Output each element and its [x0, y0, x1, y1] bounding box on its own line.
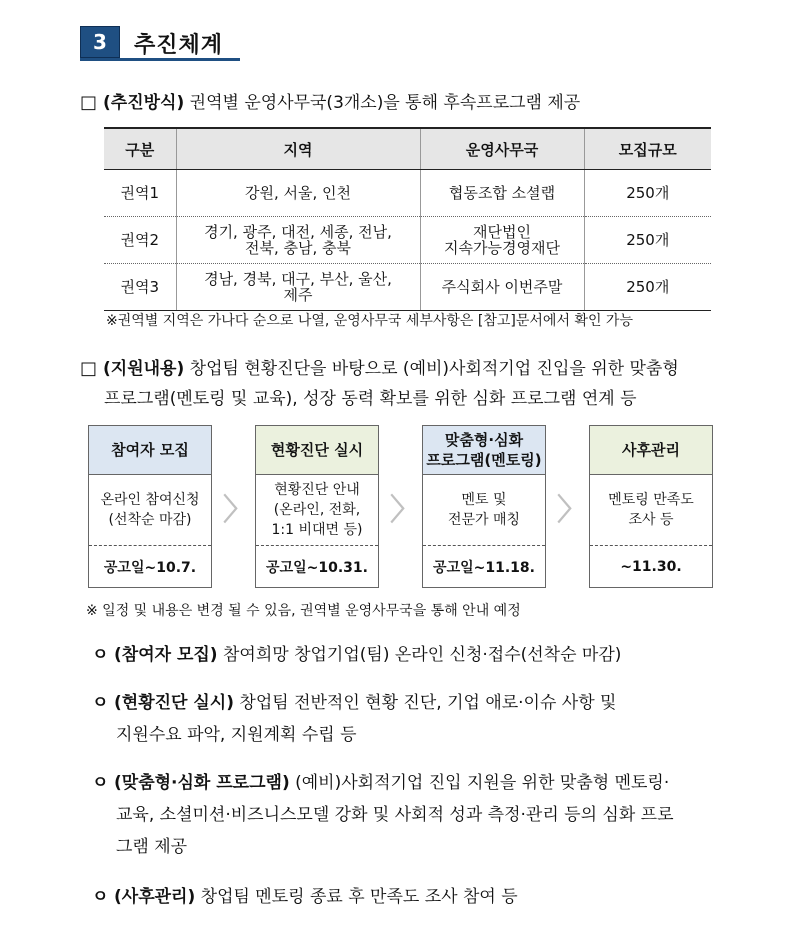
bullet-program: ㅇ (맞춤형·심화 프로그램) (예비)사회적기업 진입 지원을 위한 맞춤형 멘토링·: [92, 768, 669, 798]
table-header-row: [104, 128, 711, 170]
cell-region: 권역2: [104, 217, 176, 264]
cell-size: 250개: [584, 170, 711, 217]
table-row: [104, 170, 711, 217]
cell-size: 250개: [584, 264, 711, 311]
flow-step-title: 사후관리: [590, 426, 712, 475]
chevron-right-icon: 〉: [223, 493, 253, 528]
section-title: 추진체계: [134, 33, 224, 58]
section-number: 3: [80, 26, 120, 58]
cell-office: 재단법인 지속가능경영재단: [420, 217, 584, 264]
flow-step-desc: 온라인 참여신청 (선착순 마감): [89, 475, 211, 546]
flow-step-date: 공고일~10.31.: [266, 559, 368, 576]
table-note: ※권역별 지역은 가나다 순으로 나열, 운영사무국 세부사항은 [참고]문서에서 확인 가능: [106, 313, 633, 329]
method-label: (추진방식): [103, 93, 185, 113]
cell-region: 권역3: [104, 264, 176, 311]
method-text: 권역별 운영사무국(3개소)을 통해 후속프로그램 제공: [189, 93, 581, 113]
header-office: 운영사무국: [420, 128, 584, 170]
flow-step-desc: 멘토링 만족도 조사 등: [590, 475, 712, 546]
bullet-recruit: ㅇ (참여자 모집) 참여희망 창업기업(팀) 온라인 신청·접수(선착순 마감): [92, 640, 621, 670]
flow-step-recruit: [88, 425, 212, 588]
support-text-line2: 프로그램(멘토링 및 교육), 성장 동력 확보를 위한 심화 프로그램 연계 등: [104, 389, 637, 409]
flow-step-desc: 현황진단 안내 (온라인, 전화, 1:1 비대면 등): [256, 475, 378, 546]
bullet-program-line3: 그램 제공: [116, 837, 188, 857]
bullet-circle-icon: ㅇ: [92, 773, 109, 793]
flow-step-date: ~11.30.: [620, 558, 682, 575]
flow-step-desc: 멘토 및 전문가 매칭: [423, 475, 545, 546]
header-area: 지역: [176, 128, 420, 170]
section-underline: [80, 58, 240, 61]
bullet-followup: ㅇ (사후관리) 창업팀 멘토링 종료 후 만족도 조사 참여 등: [92, 882, 518, 912]
chevron-right-icon: 〉: [557, 493, 587, 528]
bullet-diagnosis-line2: 지원수요 파악, 지원계획 수립 등: [116, 725, 357, 745]
support-label: (지원내용): [103, 359, 185, 379]
cell-area: 경기, 광주, 대전, 세종, 전남, 전북, 충남, 충북: [176, 217, 420, 264]
flow-step-date: 공고일~10.7.: [103, 559, 197, 576]
cell-size: 250개: [584, 217, 711, 264]
flow-step-title: 현황진단 실시: [256, 426, 378, 475]
method-paragraph: [80, 90, 580, 116]
table-row: [104, 264, 711, 311]
chevron-right-icon: 〉: [390, 493, 420, 528]
bullet-circle-icon: ㅇ: [92, 645, 109, 665]
flow-step-program: [422, 425, 546, 588]
header-category: 구분: [104, 128, 176, 170]
header-size: 모집규모: [584, 128, 711, 170]
cell-office: 주식회사 이번주말: [420, 264, 584, 311]
flow-step-date: 공고일~11.18.: [433, 559, 535, 576]
checkbox-square-icon: □: [80, 92, 98, 113]
bullet-diagnosis: ㅇ (현황진단 실시) 창업팀 전반적인 현황 진단, 기업 애로·이슈 사항 및: [92, 688, 616, 718]
bullet-circle-icon: ㅇ: [92, 887, 109, 907]
support-paragraph: [80, 356, 679, 382]
cell-region: 권역1: [104, 170, 176, 217]
table-row: [104, 217, 711, 264]
cell-area: 강원, 서울, 인천: [176, 170, 420, 217]
bullet-circle-icon: ㅇ: [92, 693, 109, 713]
cell-area: 경남, 경북, 대구, 부산, 울산, 제주: [176, 264, 420, 311]
checkbox-square-icon: □: [80, 358, 98, 379]
flow-note: ※ 일정 및 내용은 변경 될 수 있음, 권역별 운영사무국을 통해 안내 예정: [86, 603, 521, 619]
flow-step-title: 참여자 모집: [89, 426, 211, 475]
region-table: [104, 127, 711, 311]
bullet-program-line2: 교육, 소셜미션·비즈니스모델 강화 및 사회적 성과 측정·관리 등의 심화 프로: [116, 805, 674, 825]
cell-office: 협동조합 소셜랩: [420, 170, 584, 217]
flow-step-title: 맞춤형·심화 프로그램(멘토링): [423, 426, 545, 475]
flow-step-diagnosis: [255, 425, 379, 588]
flow-step-followup: [589, 425, 713, 588]
support-text-line1: 창업팀 현황진단을 바탕으로 (예비)사회적기업 진입을 위한 맞춤형: [189, 359, 679, 379]
